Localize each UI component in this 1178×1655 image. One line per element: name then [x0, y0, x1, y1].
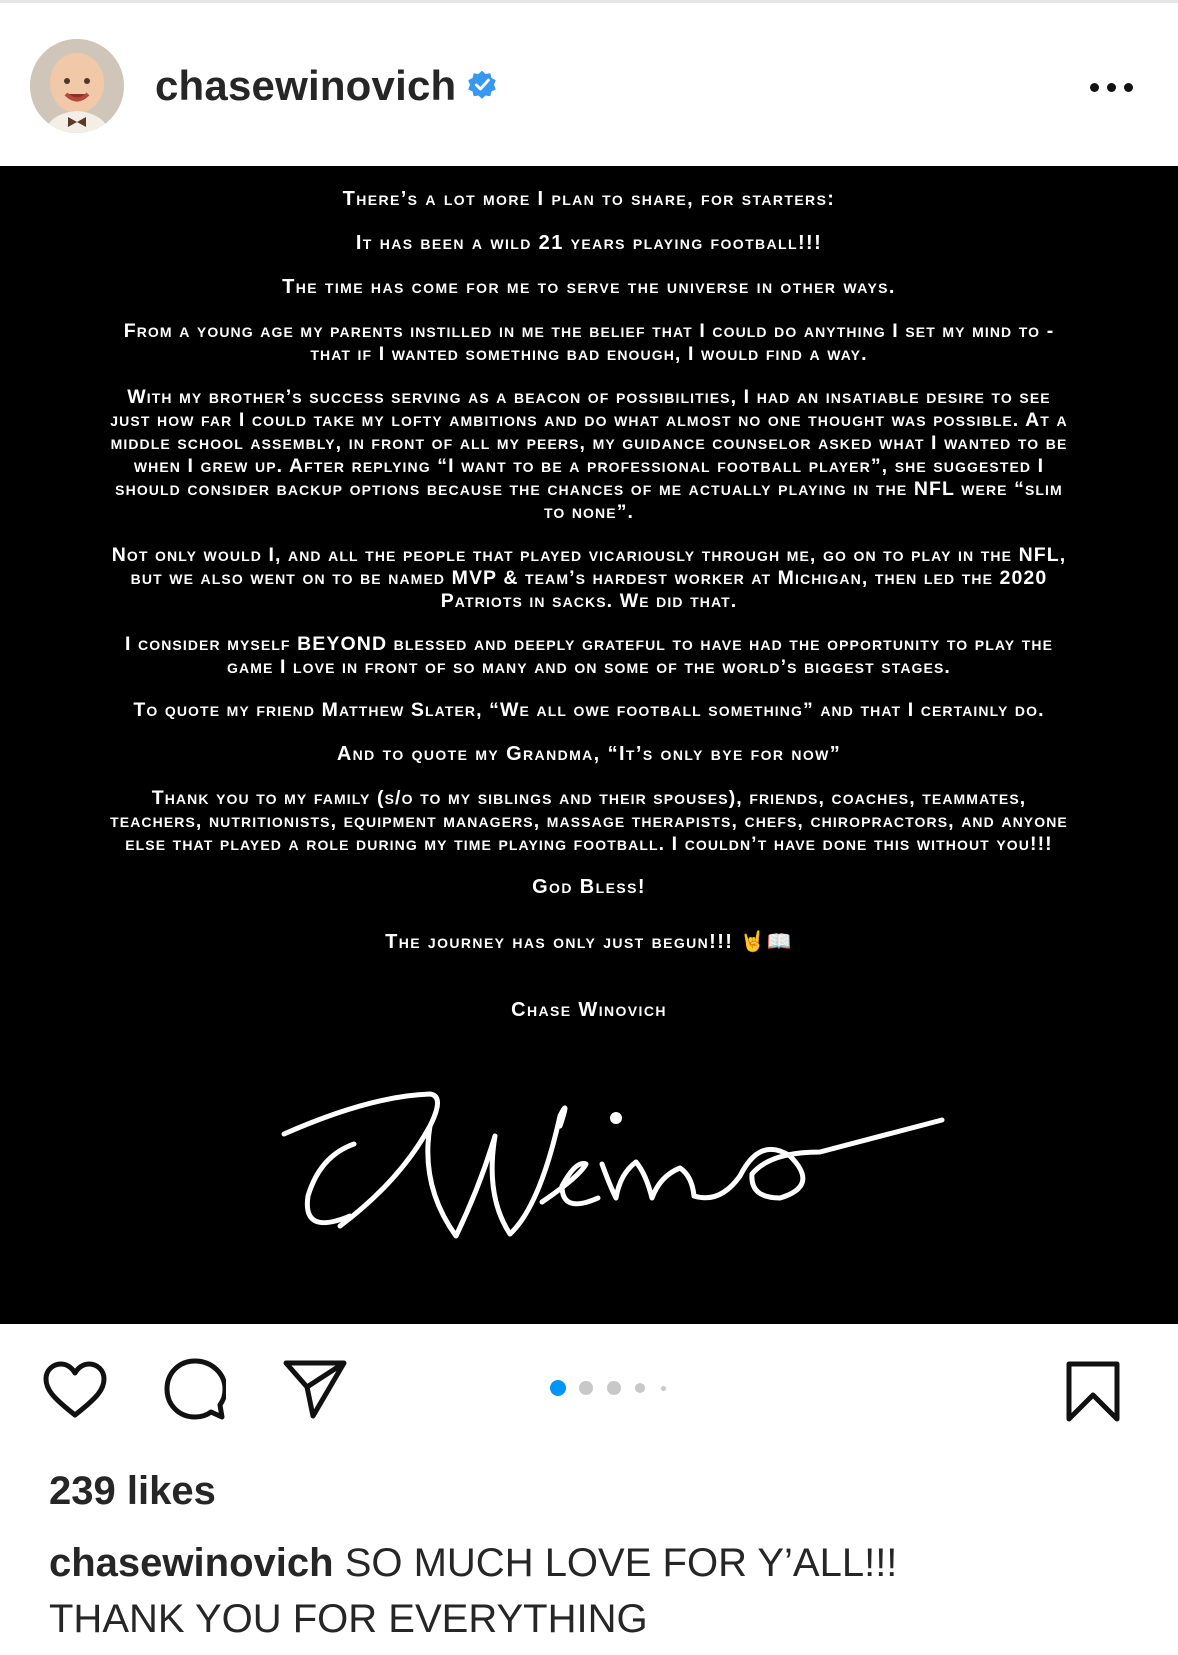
letter-line: that if I wanted something bad enough, I would find a way.: [310, 343, 868, 365]
carousel-indicator: [550, 1379, 690, 1399]
bookmark-icon[interactable]: [1066, 1361, 1120, 1423]
letter-line: Thank you to my family (s/o to my siblings and their spouses), friends, coaches, teammates,: [151, 787, 1027, 809]
letter-line: It has been a wild 21 years playing football!!!: [355, 232, 823, 254]
letter-line: With my brother’s success serving as a beacon of possibilities, I had an insatiable desire to see: [127, 386, 1051, 408]
comment-icon[interactable]: [164, 1358, 226, 1420]
action-bar: [0, 1324, 1178, 1434]
signature-graphic: [280, 1066, 1000, 1246]
carousel-dot: [579, 1381, 593, 1395]
letter-line: The time has come for me to serve the universe in other ways.: [282, 276, 896, 298]
caption-username[interactable]: chasewinovich: [49, 1541, 334, 1585]
caption-line: [49, 1535, 1149, 1591]
letter-line: just how far I could take my lofty ambitions and do what almost no one thought was possible. At a: [110, 409, 1068, 431]
letter-line: middle school assembly, in front of all my peers, my guidance counselor asked what I wanted to be: [110, 432, 1068, 454]
letter-line: God Bless!: [532, 876, 646, 898]
carousel-dot: [607, 1381, 621, 1395]
letter-line: And to quote my Grandma, “It’s only bye for now”: [336, 743, 842, 765]
letter-line: Not only would I, and all the people that played vicariously through me, go on to play in the NFL,: [111, 544, 1067, 566]
letter-line: There’s a lot more I plan to share, for starters:: [342, 188, 836, 210]
carousel-dot-active: [550, 1380, 566, 1396]
letter-signoff: Chase Winovich: [511, 999, 667, 1021]
letter-line: The journey has only just begun!!! 🤘📖: [385, 931, 793, 953]
letter-line: game I love in front of so many and on some of the world’s biggest stages.: [227, 656, 951, 678]
send-icon[interactable]: [283, 1359, 347, 1419]
username[interactable]: chasewinovich: [155, 62, 457, 109]
avatar[interactable]: [30, 39, 124, 133]
caption-text: SO MUCH LOVE FOR Y’ALL!!!: [344, 1541, 898, 1585]
heart-icon[interactable]: [42, 1361, 108, 1419]
verified-badge-icon: [466, 69, 498, 101]
letter-line: to none”.: [543, 501, 635, 523]
letter-line: From a young age my parents instilled in me the belief that I could do anything I set my mind to -: [123, 320, 1055, 342]
letter-line: when I grew up. After replying “I want to be a professional football player”, she suggested I: [133, 455, 1045, 477]
letter-line: else that played a role during my time playing football. I couldn’t have done this without you!!!: [125, 833, 1053, 855]
letter-line: teachers, nutritionists, equipment managers, massage therapists, chefs, chiropractors, and anyone: [110, 810, 1068, 832]
caption-line: THANK YOU FOR EVERYTHING: [49, 1597, 648, 1641]
letter-line: Patriots in sacks. We did that.: [440, 590, 738, 612]
avatar-image: [30, 39, 124, 133]
post-image[interactable]: [0, 166, 1178, 1324]
likes-count[interactable]: 239 likes: [49, 1469, 216, 1513]
letter-line: To quote my friend Matthew Slater, “We all owe football something” and that I certainly do.: [133, 699, 1045, 721]
more-horizontal-icon: [1090, 83, 1099, 92]
carousel-dot: [661, 1386, 666, 1391]
more-options-button[interactable]: [1080, 69, 1140, 105]
letter-line: but we also went on to be named MVP & team’s hardest worker at Michigan, then led the 2020: [130, 567, 1048, 589]
post-header: [0, 3, 1178, 166]
letter-line: should consider backup options because the chances of me actually playing in the NFL were “slim: [115, 478, 1063, 500]
carousel-dot: [635, 1383, 645, 1393]
caption: [49, 1535, 1149, 1647]
letter-line: I consider myself BEYOND blessed and deeply grateful to have had the opportunity to play the: [124, 633, 1054, 655]
